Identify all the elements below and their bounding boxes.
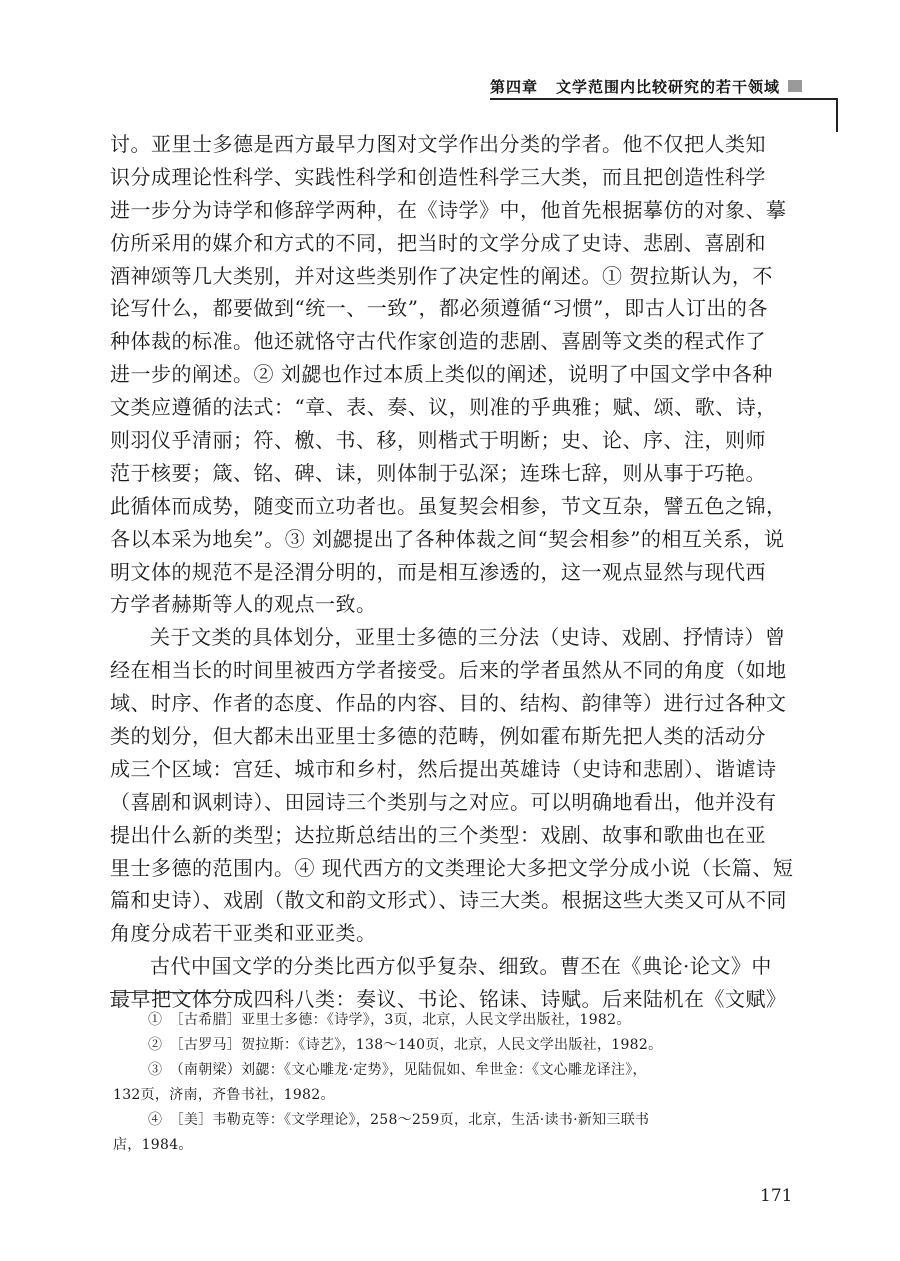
body-line: 方学者赫斯等人的观点一致。 [110,592,377,617]
body-line: 里士多德的范围内。④ 现代西方的文类理论大多把文学分成小说（长篇、短 [110,855,794,880]
body-line: 明文体的规范不是泾渭分明的，而是相互渗透的，这一观点显然与现代西 [110,559,766,584]
header-square-icon [788,80,802,92]
body-line: 种体裁的标准。他还就恪守古代作家创造的悲剧、喜剧等文类的程式作了 [110,329,766,354]
footnote-3-continuation: 132页，济南，齐鲁书社，1982。 [113,1087,335,1103]
footnote-4-continuation: 店，1984。 [113,1137,193,1153]
body-line: （喜剧和讽刺诗）、田园诗三个类别与之对应。可以明确地看出，他并没有 [110,789,777,814]
footnote-4: ④ ［美］韦勒克等：《文学理论》，258～259页，北京，生活·读书·新知三联书 [148,1112,650,1128]
paragraph-start-line: 古代中国文学的分类比西方似乎复杂、细致。曹丕在《典论·论文》中 [150,954,772,979]
body-line: 域、时序、作者的态度、作品的内容、目的、结构、韵律等）进行过各种文 [110,691,787,716]
footnote-1: ① ［古希腊］亚里士多德：《诗学》，3页，北京，人民文学出版社，1982。 [148,1012,631,1028]
footnote-divider [110,992,245,993]
body-line: 范于核要；箴、铭、碑、诔，则体制于弘深；连珠七辞，则从事于巧艳。 [110,460,766,485]
chapter-title: 文学范围内比较研究的若干领域 [556,77,781,96]
body-line: 成三个区域：宫廷、城市和乡村，然后提出英雄诗（史诗和悲剧）、谐谑诗 [110,756,777,781]
body-line: 类的划分，但大都未出亚里士多德的范畴，例如霍布斯先把人类的活动分 [110,724,766,749]
body-line: 经在相当长的时间里被西方学者接受。后来的学者虽然从不同的角度（如地 [110,658,787,683]
footnote-2: ② ［古罗马］贺拉斯：《诗艺》，138～140页，北京，人民文学出版社，1982。 [148,1037,663,1053]
footnote-3: ③ （南朝梁）刘勰：《文心雕龙·定势》，见陆侃如、牟世金：《文心雕龙译注》， [148,1062,647,1078]
body-line: 进一步分为诗学和修辞学两种，在《诗学》中，他首先根据摹仿的对象、摹 [110,197,787,222]
body-line: 提出什么新的类型；达拉斯总结出的三个类型：戏剧、故事和歌曲也在亚 [110,822,766,847]
footnotes [113,1008,798,1158]
page-number: 171 [760,1186,793,1206]
body-line: 论写什么，都要做到“统一、一致”，都必须遵循“习惯”，即古人订出的各 [110,296,768,321]
header-rule [490,98,838,100]
body-text [110,128,794,1016]
body-line: 各以本采为地矣”。③ 刘勰提出了各种体裁之间“契会相参”的相互关系，说 [110,526,785,551]
body-line: 识分成理论性科学、实践性科学和创造性科学三大类，而且把创造性科学 [110,164,766,189]
body-line: 进一步的阐述。② 刘勰也作过本质上类似的阐述，说明了中国文学中各种 [110,362,773,387]
body-line: 篇和史诗）、戏剧（散文和韵文形式）、诗三大类。根据这些大类又可从不同 [110,888,787,913]
paragraph-start-line: 关于文类的具体划分，亚里士多德的三分法（史诗、戏剧、抒情诗）曾 [150,625,786,650]
chapter-label: 第四章 [490,77,539,96]
body-line: 角度分成若干亚类和亚亚类。 [110,921,377,946]
body-line: 文类应遵循的法式：“章、表、奏、议，则准的乎典雅；赋、颂、歌、诗， [110,395,777,420]
header-corner-rule [836,98,838,132]
body-line: 则羽仪乎清丽；符、檄、书、移，则楷式于明断；史、论、序、注，则师 [110,428,766,453]
body-line: 仿所采用的媒介和方式的不同，把当时的文学分成了史诗、悲剧、喜剧和 [110,230,766,255]
running-header [490,74,820,98]
body-line: 讨。亚里士多德是西方最早力图对文学作出分类的学者。他不仅把人类知 [110,132,766,156]
body-line: 此循体而成势，随变而立功者也。虽复契会相参，节文互杂，譬五色之锦， [110,493,787,518]
body-line: 酒神颂等几大类别，并对这些类别作了决定性的阐述。① 贺拉斯认为，不 [110,263,773,288]
body-line: 最早把文体分成四科八类：奏议、书论、铭诔、诗赋。后来陆机在《文赋》 [110,987,787,1012]
